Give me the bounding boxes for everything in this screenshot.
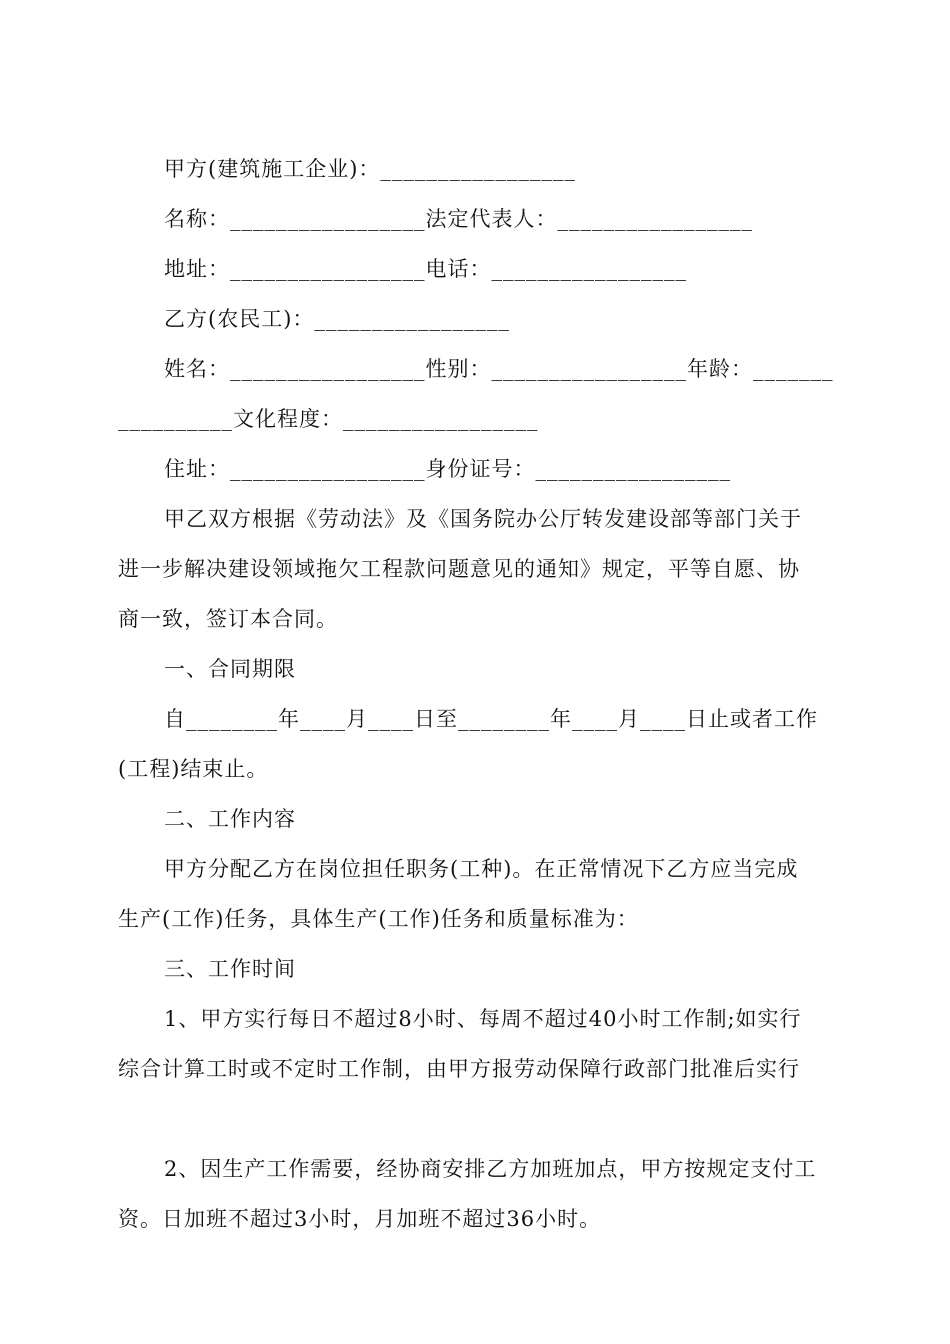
party-b-age-education: __________文化程度：_________________ bbox=[118, 407, 539, 431]
section-2-title: 二、工作内容 bbox=[164, 807, 296, 831]
preamble-line-1: 甲乙双方根据《劳动法》及《国务院办公厅转发建设部等部门关于 bbox=[164, 507, 802, 531]
party-b-address-id: 住址：_________________身份证号：_________________ bbox=[164, 457, 731, 481]
section-1-line-1: 自________年____月____日至________年____月____日止或者工作 bbox=[164, 707, 818, 731]
section-3-item-2-line-1: 2、因生产工作需要，经协商安排乙方加班加点，甲方按规定支付工 bbox=[164, 1157, 817, 1181]
party-a-heading: 甲方(建筑施工企业)：_________________ bbox=[164, 157, 576, 181]
section-2-line-1: 甲方分配乙方在岗位担任职务(工种)。在正常情况下乙方应当完成 bbox=[164, 857, 799, 881]
preamble-line-2: 进一步解决建设领域拖欠工程款问题意见的通知》规定，平等自愿、协 bbox=[118, 557, 800, 581]
preamble-line-3: 商一致，签订本合同。 bbox=[118, 607, 338, 631]
section-3-item-2-line-2: 资。日加班不超过3小时，月加班不超过36小时。 bbox=[118, 1207, 602, 1231]
party-a-name-representative: 名称：_________________法定代表人：_________________ bbox=[164, 207, 753, 231]
party-b-heading: 乙方(农民工)：_________________ bbox=[164, 307, 510, 331]
section-3-item-1-line-2: 综合计算工时或不定时工作制，由甲方报劳动保障行政部门批准后实行 bbox=[118, 1057, 800, 1081]
section-3-title: 三、工作时间 bbox=[164, 957, 296, 981]
section-1-line-2: (工程)结束止。 bbox=[118, 757, 269, 781]
section-1-title: 一、合同期限 bbox=[164, 657, 296, 681]
party-b-name-gender-age: 姓名：_________________性别：_________________年龄：_______ bbox=[164, 357, 834, 381]
party-a-address-phone: 地址：_________________电话：_________________ bbox=[164, 257, 687, 281]
section-2-line-2: 生产(工作)任务，具体生产(工作)任务和质量标准为： bbox=[118, 907, 639, 931]
section-3-item-1-line-1: 1、甲方实行每日不超过8小时、每周不超过40小时工作制;如实行 bbox=[164, 1007, 802, 1031]
